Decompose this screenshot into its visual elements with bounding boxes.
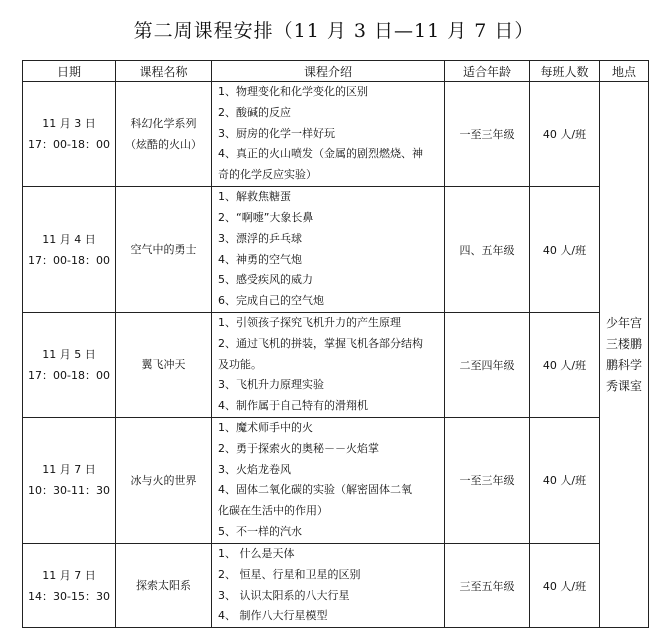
intro-line: 3、 认识太阳系的八大行星 (218, 588, 350, 602)
intro-line: 6、完成自己的空气炮 (218, 294, 324, 308)
intro-line: 2、“啊嚏”大象长鼻 (218, 210, 314, 224)
time-text: 10：30-11：30 (28, 484, 110, 498)
date-cell (23, 313, 116, 418)
age-cell: 一至三年级 (445, 417, 530, 543)
course-intro (212, 313, 445, 418)
intro-line: 3、厨房的化学一样好玩 (218, 126, 335, 140)
class-size-cell: 40 人/班 (530, 543, 600, 627)
intro-line: 4、 制作八大行星模型 (218, 609, 328, 623)
intro-line: 2、通过飞机的拼装，掌握飞机各部分结构 (218, 336, 423, 350)
intro-line: 5、不一样的汽水 (218, 525, 302, 539)
time-text: 14：30-15：30 (28, 589, 110, 603)
intro-line: 4、真正的火山喷发（金属的剧烈燃烧、神 (218, 147, 423, 161)
intro-line: 1、魔术师手中的火 (218, 421, 313, 435)
age-cell: 三至五年级 (445, 543, 530, 627)
date-cell (23, 543, 116, 627)
intro-line: 5、感受疾风的威力 (218, 273, 313, 287)
course-name: 翼飞冲天 (116, 313, 212, 418)
intro-line: 2、 恒星、行星和卫星的区别 (218, 567, 361, 581)
course-name: 科幻化学系列（炫酷的火山） (116, 82, 212, 187)
course-name: 冰与火的世界 (116, 417, 212, 543)
date-cell (23, 417, 116, 543)
date-cell (23, 187, 116, 313)
date-text: 11 月 7 日 (42, 568, 96, 582)
header-row (23, 61, 649, 82)
header-location: 地点 (600, 61, 649, 82)
class-size-cell: 40 人/班 (530, 187, 600, 313)
intro-line: 1、解救焦糖蛋 (218, 190, 291, 204)
intro-line: 1、引领孩子探究飞机升力的产生原理 (218, 316, 401, 329)
course-intro (212, 543, 445, 627)
time-text: 17：00-18：00 (28, 253, 110, 267)
intro-line: 4、固体二氧化碳的实验（解密固体二氧 (218, 483, 412, 497)
date-text: 11 月 3 日 (42, 117, 96, 130)
age-cell: 一至三年级 (445, 82, 530, 187)
class-size-cell: 40 人/班 (530, 313, 600, 418)
date-text: 11 月 7 日 (42, 463, 96, 477)
age-cell: 二至四年级 (445, 313, 530, 418)
table-row (23, 82, 649, 187)
intro-line: 1、 什么是天体 (218, 546, 295, 560)
course-name: 空气中的勇士 (116, 187, 212, 313)
course-intro (212, 417, 445, 543)
page-title: 第二周课程安排（11 月 3 日—11 月 7 日） (133, 20, 535, 42)
intro-line: 3、飞机升力原理实验 (218, 378, 324, 392)
header-size: 每班人数 (530, 61, 600, 82)
table-row (23, 543, 649, 627)
header-date: 日期 (23, 61, 116, 82)
header-age: 适合年龄 (445, 61, 530, 82)
date-cell (23, 82, 116, 187)
intro-line: 4、神勇的空气炮 (218, 252, 302, 266)
header-course: 课程名称 (116, 61, 212, 82)
location-cell: 少年宫三楼鹏鹏科学秀课室 (600, 82, 649, 628)
course-intro (212, 187, 445, 313)
time-text: 17：00-18：00 (28, 368, 110, 382)
intro-line: 及功能。 (218, 357, 262, 371)
time-text: 17：00-18：00 (28, 138, 110, 151)
intro-line: 化碳在生活中的作用） (218, 504, 328, 518)
course-intro (212, 82, 445, 187)
intro-line: 1、物理变化和化学变化的区别 (218, 85, 368, 98)
schedule-table (22, 60, 649, 628)
date-text: 11 月 5 日 (42, 347, 96, 361)
age-cell: 四、五年级 (445, 187, 530, 313)
table-row (23, 187, 649, 313)
class-size-cell: 40 人/班 (530, 417, 600, 543)
header-intro: 课程介绍 (212, 61, 445, 82)
intro-line: 3、火焰龙卷风 (218, 462, 291, 476)
table-row (23, 417, 649, 543)
date-text: 11 月 4 日 (42, 232, 96, 246)
table-row (23, 313, 649, 418)
intro-line: 2、勇于探索火的奥秘－－火焰掌 (218, 441, 379, 455)
intro-line: 4、制作属于自己特有的滑翔机 (218, 399, 368, 413)
class-size-cell: 40 人/班 (530, 82, 600, 187)
course-name: 探索太阳系 (116, 543, 212, 627)
intro-line: 3、漂浮的乒乓球 (218, 231, 302, 245)
intro-line: 奇的化学反应实验） (218, 168, 317, 182)
intro-line: 2、酸碱的反应 (218, 105, 291, 119)
